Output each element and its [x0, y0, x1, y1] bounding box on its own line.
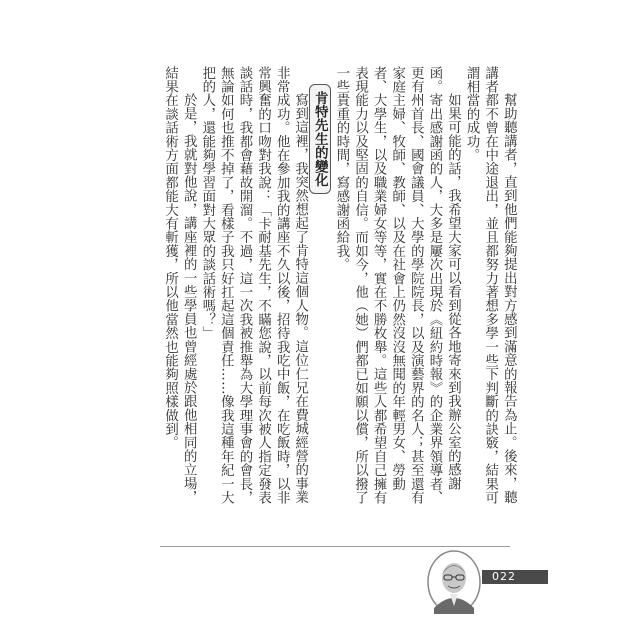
paragraph: 幫助聽講者，直到他們能夠提出對方感到滿意的報告為止。後來，聽講者都不曾在中途退出，並且都努力著想多學一些下判斷的訣竅，結果可謂相當的成功。	[464, 66, 517, 505]
body-text	[160, 66, 517, 516]
section-heading-wrap	[309, 82, 332, 196]
paragraph: 寫到這裡，我突然想起了肯特這個人物。這位仁兄在費城經營的事業非常成功。他在參加我的講座不久以後，招待我吃中飯，在吃飯時，以非常興奮的口吻對我說：「卡耐基先生，不瞞您說，以前每次被人指定發表談話時，我都會藉故開溜。不過，這一次我被推舉為大學理事會的會長，無論如何也推不掉了，看樣子我只好扛起這個責任……像我這種年紀一大把的人，還能夠學習面對大眾的談話術嗎？」	[199, 66, 308, 505]
author-portrait-icon	[426, 548, 482, 614]
paragraph: 如果可能的話，我希望大家可以看到從各地寄來到我辦公室的感謝函。寄出感謝函的人，大多是屢次出現於《紐約時報》的企業界領導者、更有州首長、國會議員、大學的學院院長，以及演藝界的名人；甚至還有家庭主婦、牧師、教師、以及在社會上仍然沒沒無聞的年輕男女、勞動者、大學生，以及職業婦女等等，實在不勝枚舉。這些人都希望自己擁有表現能力以及堅固的自信。而如今，他（她）們都已如願以償，所以撥了一些貴重的時間，寫感謝函給我。	[333, 66, 461, 505]
paragraph: 於是，我就對他說，講座裡的一些學員也曾經處於跟他相同的立場，結果在談話術方面都能大有斬獲，所以他當然也能夠照樣做到。	[162, 66, 197, 504]
page-number: 022	[492, 570, 516, 583]
section-heading: 肯特先生的變化	[309, 84, 332, 194]
footer-rule	[160, 546, 510, 547]
